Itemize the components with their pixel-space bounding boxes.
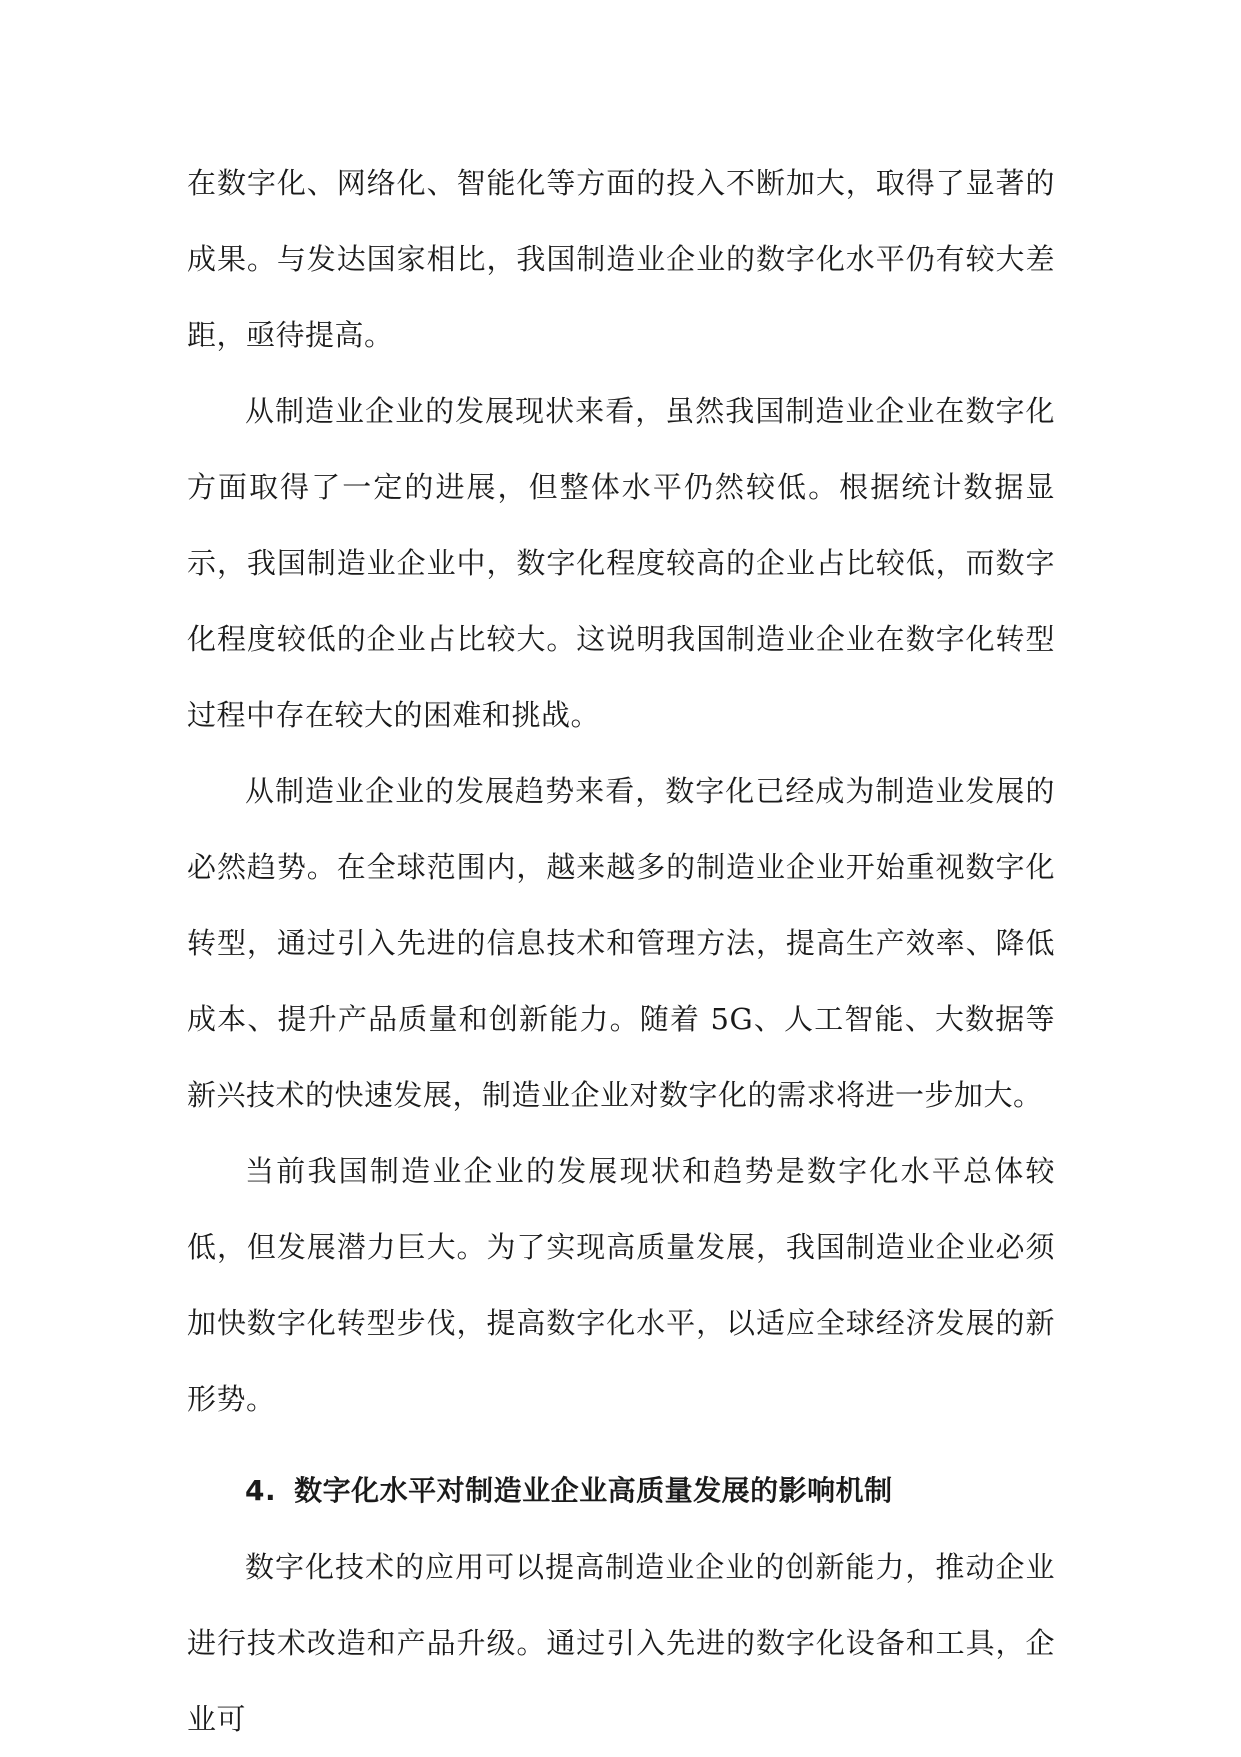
section-heading [187,1453,1055,1529]
paragraph-development-trend: 从制造业企业的发展趋势来看，数字化已经成为制造业发展的必然趋势。在全球范围内，越来越多的制造业企业开始重视数字化转型，通过引入先进的信息技术和管理方法，提高生产效率、降低成本、提升产品质量和创新能力。随着 5G、人工智能、大数据等新兴技术的快速发展，制造业企业对数字化的需求将进一步加大。 [187,774,1055,1112]
section-number: 4. [245,1474,277,1507]
paragraph-mechanism: 数字化技术的应用可以提高制造业企业的创新能力，推动企业进行技术改造和产品升级。通过引入先进的数字化设备和工具，企业可 [187,1550,1055,1736]
paragraph-summary: 当前我国制造业企业的发展现状和趋势是数字化水平总体较低，但发展潜力巨大。为了实现高质量发展，我国制造业企业必须加快数字化转型步伐，提高数字化水平，以适应全球经济发展的新形势。 [187,1154,1055,1416]
paragraph-continuation: 在数字化、网络化、智能化等方面的投入不断加大，取得了显著的成果。与发达国家相比，我国制造业企业的数字化水平仍有较大差距，亟待提高。 [187,166,1055,352]
document-body [187,145,1055,1757]
paragraph-current-status: 从制造业企业的发展现状来看，虽然我国制造业企业在数字化方面取得了一定的进展，但整体水平仍然较低。根据统计数据显示，我国制造业企业中，数字化程度较高的企业占比较低，而数字化程度较低的企业占比较大。这说明我国制造业企业在数字化转型过程中存在较大的困难和挑战。 [187,394,1055,732]
section-title: 数字化水平对制造业企业高质量发展的影响机制 [294,1474,893,1507]
